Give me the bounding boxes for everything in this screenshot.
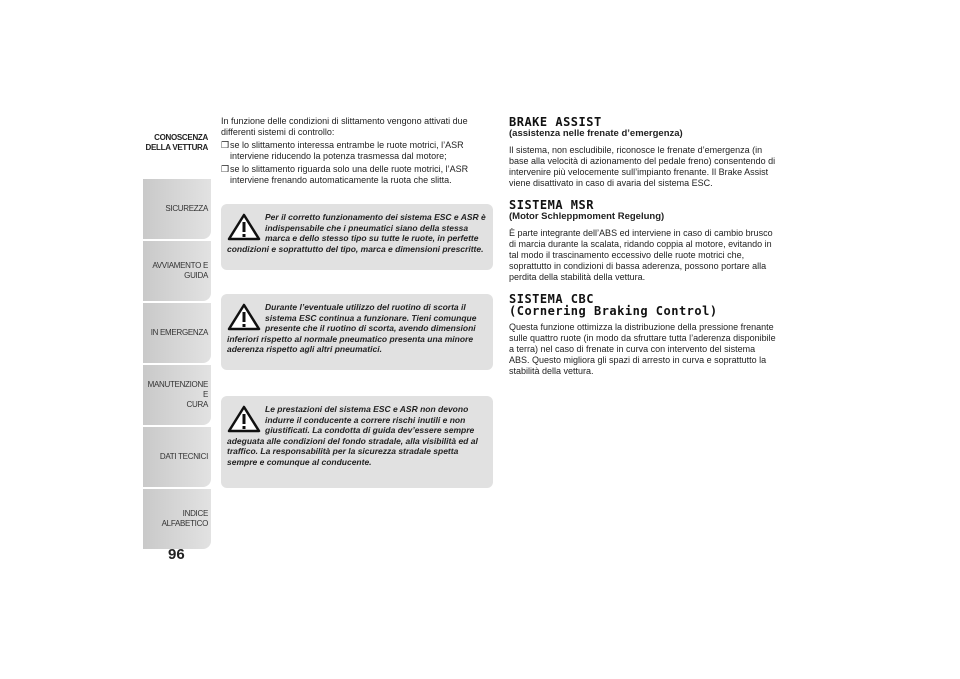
tab-conoscenza-della-vettura[interactable] bbox=[143, 117, 211, 177]
section-subtitle: (Motor Schleppmoment Regelung) bbox=[509, 211, 665, 222]
left-column bbox=[221, 116, 493, 488]
list-item bbox=[221, 164, 493, 186]
checkbox-bullet-icon: ❒ bbox=[221, 140, 230, 150]
tab-label: INDICE ALFABETICO bbox=[161, 509, 208, 528]
tab-label: CONOSCENZA DELLA VETTURA bbox=[145, 133, 208, 152]
section-title: BRAKE ASSIST bbox=[509, 115, 602, 129]
tab-avviamento-e-guida[interactable] bbox=[143, 241, 211, 301]
section-sistema-cbc bbox=[509, 293, 777, 377]
page-number: 96 bbox=[168, 546, 185, 563]
tab-in-emergenza[interactable] bbox=[143, 303, 211, 363]
section-brake-assist bbox=[509, 116, 777, 189]
list-item-text: se lo slittamento riguarda solo una delle ruote motrici, l’ASR interviene frenando automaticamente la ruota che slitta. bbox=[230, 164, 469, 185]
warning-box bbox=[221, 294, 493, 370]
warning-triangle-icon bbox=[227, 213, 261, 241]
tab-label: DATI TECNICI bbox=[159, 452, 208, 461]
tab-sicurezza[interactable] bbox=[143, 179, 211, 239]
intro-paragraph: In funzione delle condizioni di slittamento vengono attivati due differenti sistemi di controllo: bbox=[221, 116, 468, 137]
warning-box bbox=[221, 396, 493, 488]
warning-text: Durante l’eventuale utilizzo del ruotino di scorta il sistema ESC continua a funzionare. Tieni comunque presente che il ruotino di scorta, avendo dimensioni inferiori rispetto al normale pneumatico presenta una minore aderenza rispetto agli altri pneumatici. bbox=[227, 302, 477, 354]
section-subtitle: (Cornering Braking Control) bbox=[509, 304, 718, 318]
warning-triangle-icon bbox=[227, 303, 261, 331]
right-column bbox=[509, 116, 777, 377]
section-text: Questa funzione ottimizza la distribuzione della pressione frenante sulle quattro ruote (in modo da sfruttare tutta l’aderenza disponibile a terra) nel caso di frenate in curva con intervento del sistema ABS. Questo migliora gli spazi di arresto in curva e soprattutto la stabilità della vettura. bbox=[509, 322, 776, 376]
tab-label: MANUTENZIONE E CURA bbox=[147, 380, 208, 409]
warning-text: Le prestazioni del sistema ESC e ASR non devono indurre il conducente a correre rischi inutili e non giustificati. La condotta di guida dev’essere sempre adeguata alle condizioni del fondo stradale, alla visibilità ed al traffico. La responsabilità per la sicurezza stradale spetta sempre e comunque al conducente. bbox=[227, 404, 478, 467]
tab-dati-tecnici[interactable] bbox=[143, 427, 211, 487]
section-text: Il sistema, non escludibile, riconosce le frenate d’emergenza (in base alla velocità di azionamento del pedale freno) consentendo di intervenire più velocemente sull’impianto frenante. Il Brake Assist viene disattivato in caso di avaria del sistema ESC. bbox=[509, 145, 776, 188]
tab-label: SICUREZZA bbox=[165, 204, 208, 213]
section-title: SISTEMA CBC bbox=[509, 292, 594, 306]
tab-indice-alfabetico[interactable] bbox=[143, 489, 211, 549]
section-sistema-msr bbox=[509, 199, 777, 283]
list-item-text: se lo slittamento interessa entrambe le ruote motrici, l’ASR interviene riducendo la potenza trasmessa dal motore; bbox=[230, 140, 464, 161]
section-title: SISTEMA MSR bbox=[509, 198, 594, 212]
warning-triangle-icon bbox=[227, 405, 261, 433]
section-subtitle: (assistenza nelle frenate d’emergenza) bbox=[509, 128, 683, 139]
warning-box bbox=[221, 204, 493, 270]
tab-label: AVVIAMENTO E GUIDA bbox=[152, 261, 208, 280]
list-item bbox=[221, 140, 493, 162]
tab-manutenzione-e-cura[interactable] bbox=[143, 365, 211, 425]
tab-label: IN EMERGENZA bbox=[150, 328, 208, 337]
warning-text: Per il corretto funzionamento dei sistema ESC e ASR è indispensabile che i pneumatici siano della stessa marca e dello stesso tipo su tutte le ruote, in perfette condizioni e soprattutto del tipo, marca e dimensioni prescritte. bbox=[227, 212, 486, 254]
section-text: È parte integrante dell’ABS ed interviene in caso di cambio brusco di marcia durante la scalata, ridando coppia al motore, evitando in tal modo il trascinamento eccessivo delle ruote motrici che, soprattutto in condizioni di bassa aderenza, possono portare alla perdita della stabilità della vettura. bbox=[509, 228, 773, 282]
checkbox-bullet-icon: ❒ bbox=[221, 164, 230, 174]
